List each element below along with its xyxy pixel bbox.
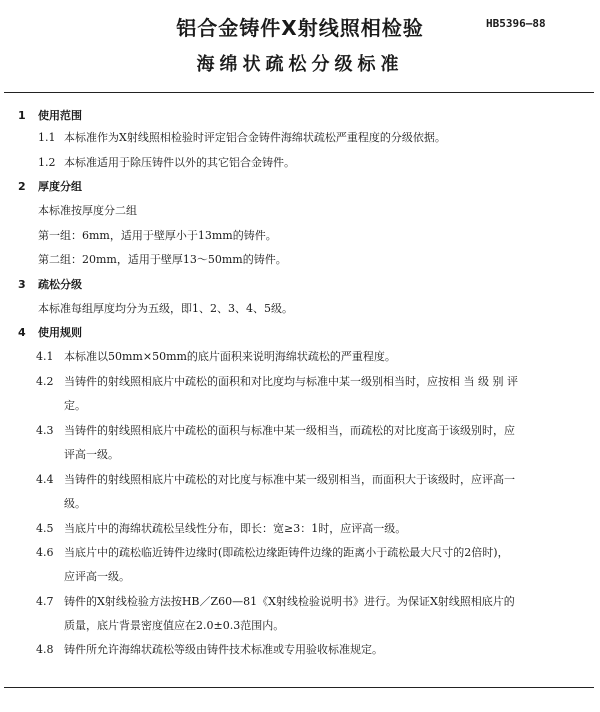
section-number: 4 xyxy=(18,326,26,339)
item-number: 4.1 xyxy=(36,350,54,363)
item-number: 4.8 xyxy=(36,643,54,656)
document-subtitle: 海绵状疏松分级标准 xyxy=(196,54,404,75)
section-title: 疏松分级 xyxy=(38,278,82,291)
section-number: 2 xyxy=(18,180,26,193)
section-number: 3 xyxy=(18,278,26,291)
standard-code: HB5396—88 xyxy=(486,17,546,30)
item-number: 4.5 xyxy=(36,522,54,535)
item-text-continued: 定。 xyxy=(64,399,86,412)
item-text: 当铸件的射线照相底片中疏松的面积与标准中某一级相当，而疏松的对比度高于该级别时，应 xyxy=(64,424,515,437)
item-text: 当底片中的海绵状疏松呈线性分布，即长：宽≥3：1时，应评高一级。 xyxy=(64,522,407,535)
item-text-continued: 级。 xyxy=(64,497,86,510)
item-text-continued: 应评高一级。 xyxy=(64,570,130,583)
item-number: 4.2 xyxy=(36,375,54,388)
item-number: 4.7 xyxy=(36,595,54,608)
item-text: 本标准适用于除压铸件以外的其它铝合金铸件。 xyxy=(64,156,295,169)
item-text: 铸件的X射线检验方法按HB／Z60—81《X射线检验说明书》进行。为保证X射线照相底片的 xyxy=(64,595,515,608)
section-title: 厚度分组 xyxy=(38,180,82,193)
item-number: 4.4 xyxy=(36,473,54,486)
section-title: 使用范围 xyxy=(38,109,82,122)
item-number: 4.3 xyxy=(36,424,54,437)
paragraph-line: 第二组：20mm，适用于壁厚13～50mm的铸件。 xyxy=(38,253,287,266)
item-number: 4.6 xyxy=(36,546,54,559)
item-text: 铸件所允许海绵状疏松等级由铸件技术标准或专用验收标准规定。 xyxy=(64,643,383,656)
item-number: 1.1 xyxy=(38,131,56,144)
section-title: 使用规则 xyxy=(38,326,82,339)
item-text: 本标准以50mm×50mm的底片面积来说明海绵状疏松的严重程度。 xyxy=(64,350,396,363)
paragraph-line: 本标准按厚度分二组 xyxy=(38,204,137,217)
item-text: 当底片中的疏松临近铸件边缘时(即疏松边缘距铸件边缘的距离小于疏松最大尺寸的2倍时)， xyxy=(64,546,509,559)
item-text: 当铸件的射线照相底片中疏松的面积和对比度均与标准中某一级别相当时，应按相 当 级 别 评 xyxy=(64,375,518,388)
paragraph-line: 本标准每组厚度均分为五级，即1、2、3、4、5级。 xyxy=(38,302,293,315)
item-text: 本标准作为X射线照相检验时评定铝合金铸件海绵状疏松严重程度的分级依据。 xyxy=(64,131,446,144)
section-number: 1 xyxy=(18,109,26,122)
item-number: 1.2 xyxy=(38,156,56,169)
top-divider xyxy=(4,92,594,93)
paragraph-line: 第一组：6mm，适用于壁厚小于13mm的铸件。 xyxy=(38,229,277,242)
item-text-continued: 评高一级。 xyxy=(64,448,119,461)
bottom-divider xyxy=(4,687,594,688)
item-text-continued: 质量，底片背景密度值应在2.0±0.3范围内。 xyxy=(64,619,285,632)
document-title: 铝合金铸件X射线照相检验 xyxy=(176,16,424,40)
item-text: 当铸件的射线照相底片中疏松的对比度与标准中某一级别相当，而面积大于该级时，应评高一 xyxy=(64,473,515,486)
